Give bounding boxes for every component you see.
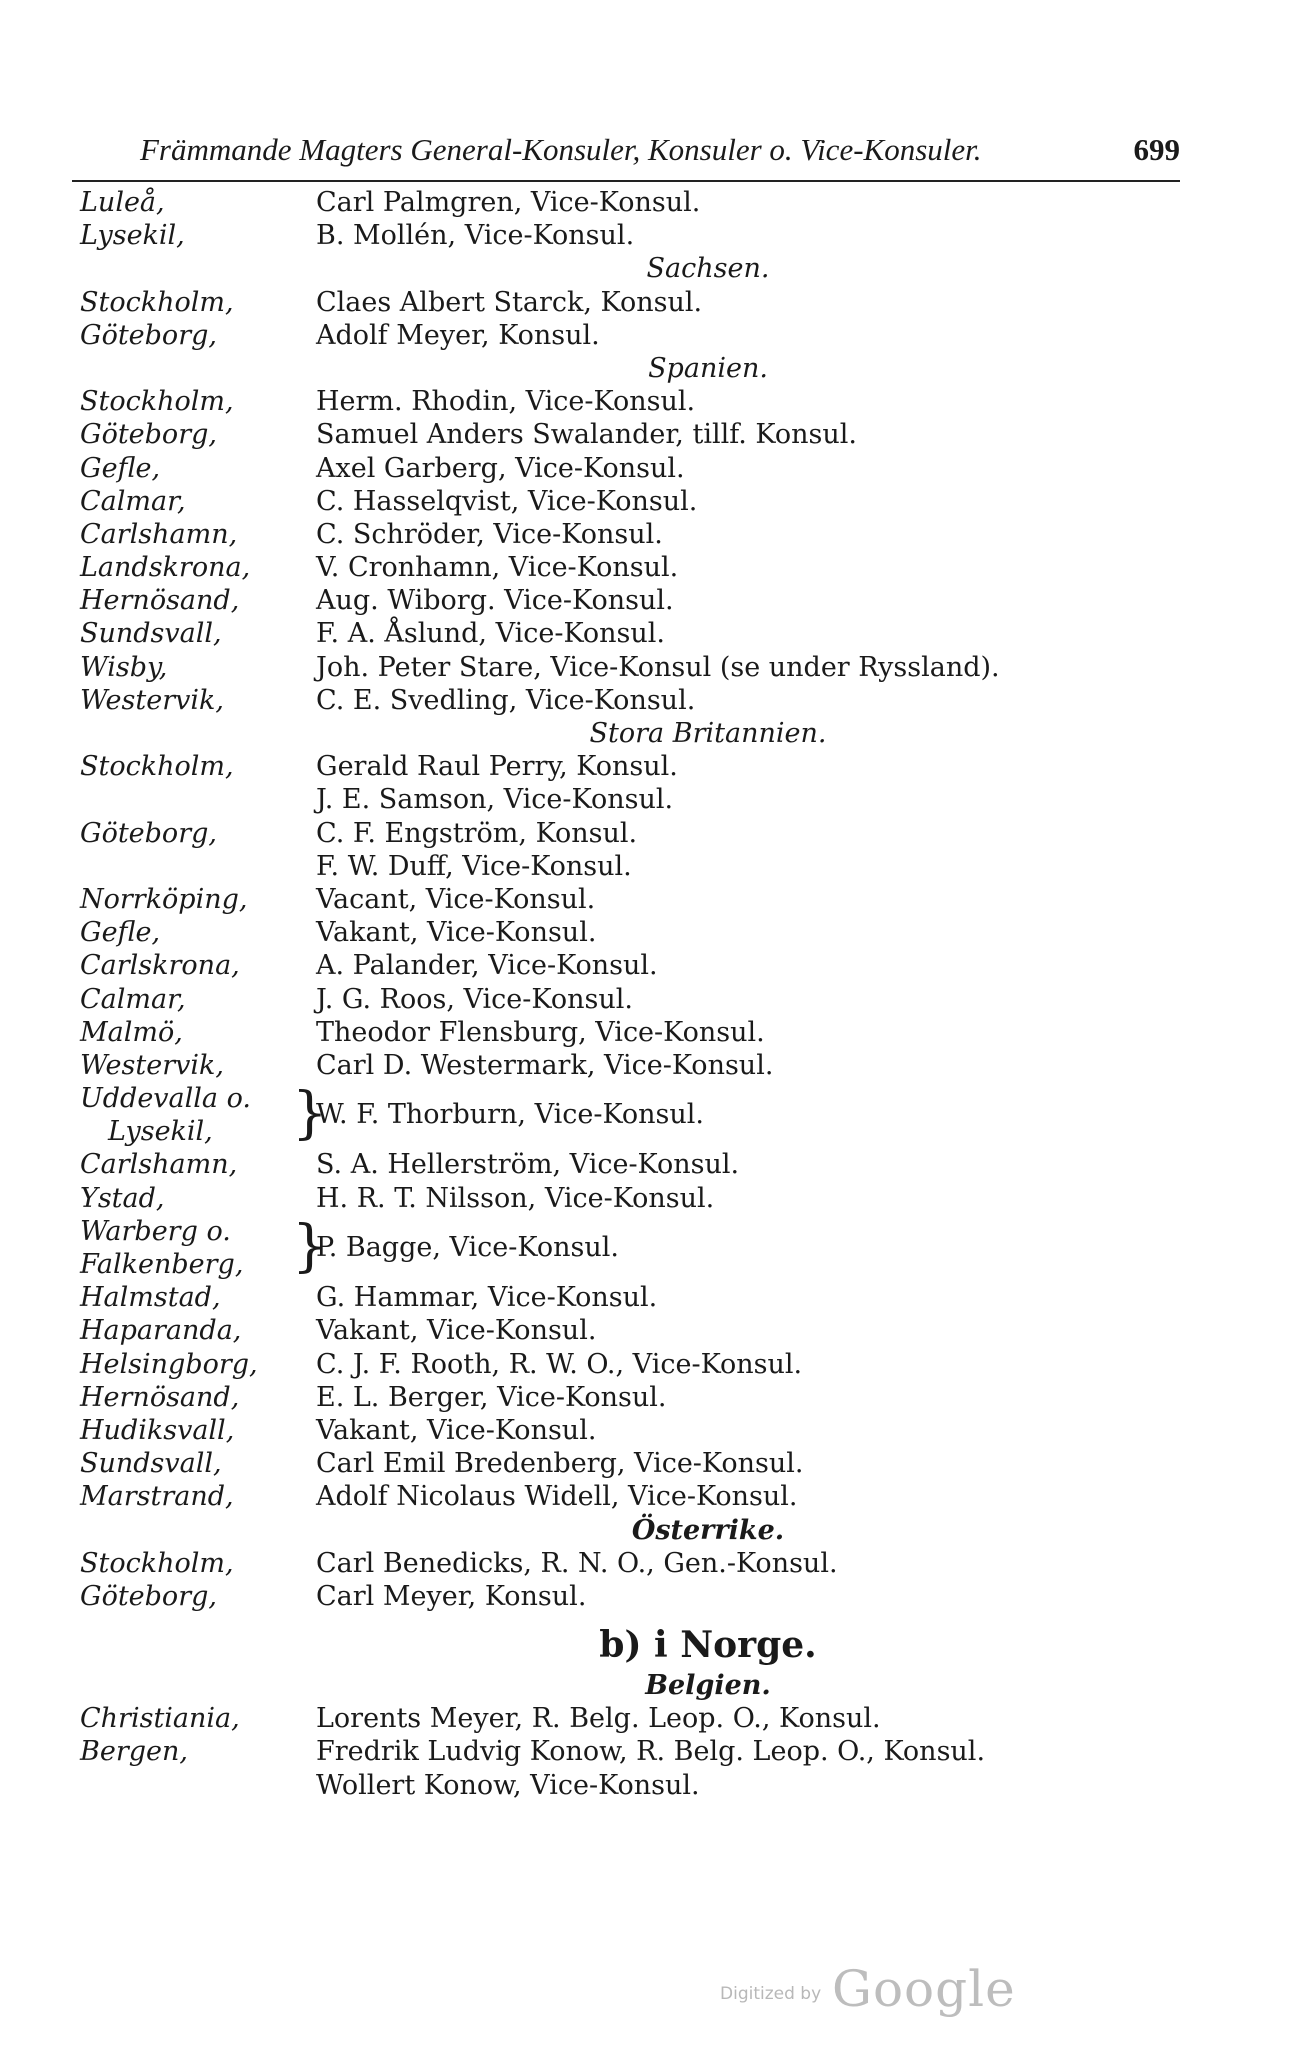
country-name: Stora Britannien. [589,718,827,749]
digitized-by-text: Digitized by [720,1984,822,2004]
grouped-listing-row [0,1215,1316,1281]
place-name: Westervik, [80,684,224,716]
country-heading-osterrike [0,1514,1316,1547]
place-name: Warberg o. [80,1215,231,1247]
place-name: Gefle, [80,452,161,484]
consul-name: Vakant, Vice-Konsul. [316,1414,597,1446]
listing-row [0,1016,1316,1049]
listing-row [0,485,1316,518]
country-name: Sachsen. [646,253,770,285]
consul-name: Samuel Anders Swalander, tillf. Konsul. [316,419,857,451]
listing-row [0,584,1316,617]
country-heading-spanien [0,352,1316,385]
place-name: Marstrand, [80,1481,234,1513]
listing-row [0,617,1316,650]
running-header [140,132,1180,176]
place-name: Westervik, [80,1049,224,1081]
listing-row [0,750,1316,783]
listing-row [0,1148,1316,1181]
listing-row [0,1735,1316,1768]
consul-name: C. E. Svedling, Vice-Konsul. [316,684,696,716]
place-name: Calmar, [80,983,186,1015]
listing-row [0,783,1316,816]
listing-row [0,850,1316,883]
consul-name: Carl Emil Bredenberg, Vice-Konsul. [316,1448,804,1480]
country-name: Spanien. [648,352,768,384]
country-heading-sachsen [0,252,1316,285]
listing-row [0,1381,1316,1414]
consul-name: Adolf Meyer, Konsul. [316,319,600,351]
listing-row [0,1702,1316,1735]
place-name: Lysekil, [108,1116,213,1148]
listing-row [0,1480,1316,1513]
listing-row [0,1547,1316,1580]
consul-name: Claes Albert Starck, Konsul. [316,286,703,318]
place-name: Sundsvall, [80,1448,222,1480]
consul-name: A. Palander, Vice-Konsul. [316,950,658,982]
place-name: Carlshamn, [80,1149,238,1181]
header-title: Främmande Magters General-Konsuler, Konsuler o. Vice-Konsuler. [140,132,982,167]
consul-name: W. F. Thorburn, Vice-Konsul. [316,1099,705,1131]
place-name: Hernösand, [80,1381,240,1413]
place-name: Hudiksvall, [80,1414,235,1446]
listing-row [0,518,1316,551]
listing-row [0,916,1316,949]
brace: } [292,1213,328,1279]
place-name: Bergen, [80,1736,188,1768]
consul-name: Carl Palmgren, Vice-Konsul. [316,187,701,218]
listing-row [0,1769,1316,1802]
consul-listing [0,186,1316,1802]
place-name: Hernösand, [80,585,240,617]
consul-name: Joh. Peter Stare, Vice-Konsul (se under Ryssland). [316,651,1000,683]
listing-row [0,684,1316,717]
listing-row [0,983,1316,1016]
consul-name: F. W. Duff, Vice-Konsul. [316,850,632,882]
place-name: Malmö, [80,1016,183,1048]
listing-row [0,1182,1316,1215]
consul-name: J. G. Roos, Vice-Konsul. [316,983,633,1015]
place-name: Göteborg, [80,419,217,451]
consul-name: Axel Garberg, Vice-Konsul. [316,452,685,484]
place-name: Luleå, [80,187,165,218]
place-name: Ystad, [80,1182,165,1214]
place-name: Sundsvall, [80,618,222,650]
digitized-watermark [720,1960,1020,2020]
consul-name: E. L. Berger, Vice-Konsul. [316,1381,667,1413]
consul-name: C. J. F. Rooth, R. W. O., Vice-Konsul. [316,1348,803,1380]
header-rule [72,180,1180,182]
country-name: Belgien. [645,1670,771,1702]
consul-name: Carl Benedicks, R. N. O., Gen.-Konsul. [316,1547,838,1579]
place-name: Halmstad, [80,1282,221,1314]
place-name: Wisby, [80,651,168,683]
consul-name: Fredrik Ludvig Konow, R. Belg. Leop. O., Konsul. [316,1736,986,1768]
consul-name: Adolf Nicolaus Widell, Vice-Konsul. [316,1481,798,1513]
listing-row [0,1414,1316,1447]
listing-row [0,551,1316,584]
place-name: Gefle, [80,917,161,949]
place-name: Christiania, [80,1703,240,1735]
listing-row [0,385,1316,418]
country-name: Österrike. [631,1514,785,1546]
consul-name: Aug. Wiborg. Vice-Konsul. [316,585,674,617]
consul-name: F. A. Åslund, Vice-Konsul. [316,618,666,650]
place-name: Landskrona, [80,552,251,584]
place-name: Göteborg, [80,1580,217,1612]
consul-name: Wollert Konow, Vice-Konsul. [316,1769,700,1801]
consul-name: Carl Meyer, Konsul. [316,1580,587,1612]
place-name: Stockholm, [80,286,234,318]
brace: } [292,1081,328,1147]
consul-name: Vakant, Vice-Konsul. [316,1315,597,1347]
listing-row [0,418,1316,451]
listing-row [0,1049,1316,1082]
place-name: Carlskrona, [80,950,240,982]
listing-row [0,319,1316,352]
consul-name: Vacant, Vice-Konsul. [316,883,596,915]
consul-name: J. E. Samson, Vice-Konsul. [316,784,674,816]
consul-name: C. F. Engström, Konsul. [316,817,638,849]
listing-row [0,949,1316,982]
consul-name: P. Bagge, Vice-Konsul. [316,1231,619,1263]
listing-row [0,1281,1316,1314]
consul-name: C. Schröder, Vice-Konsul. [316,518,663,550]
listing-row [0,883,1316,916]
place-name: Göteborg, [80,319,217,351]
place-name: Haparanda, [80,1315,242,1347]
place-name: Stockholm, [80,1547,234,1579]
listing-row [0,817,1316,850]
consul-name: C. Hasselqvist, Vice-Konsul. [316,485,698,517]
place-name: Helsingborg, [80,1348,258,1380]
listing-row [0,1314,1316,1347]
listing-row [0,1580,1316,1613]
consul-name: Herm. Rhodin, Vice-Konsul. [316,386,696,418]
grouped-listing-row [0,1082,1316,1148]
listing-row [0,186,1316,219]
listing-row [0,219,1316,252]
country-heading-britannien [0,717,1316,750]
place-name: Stockholm, [80,751,234,783]
listing-row [0,651,1316,684]
consul-name: S. A. Hellerström, Vice-Konsul. [316,1149,740,1181]
place-name: Falkenberg, [80,1249,244,1281]
google-logo: Google [832,1960,1016,2018]
consul-name: Gerald Raul Perry, Konsul. [316,751,678,783]
consul-name: Vakant, Vice-Konsul. [316,917,597,949]
consul-name: V. Cronhamn, Vice-Konsul. [316,552,679,584]
listing-row [0,1447,1316,1480]
place-name: Lysekil, [80,220,185,252]
consul-name: B. Mollén, Vice-Konsul. [316,220,635,252]
place-name: Carlshamn, [80,518,238,550]
place-name: Calmar, [80,485,186,517]
place-name: Stockholm, [80,386,234,418]
place-name: Göteborg, [80,817,217,849]
listing-row [0,452,1316,485]
listing-row [0,286,1316,319]
consul-name: H. R. T. Nilsson, Vice-Konsul. [316,1182,715,1214]
listing-row [0,1348,1316,1381]
page-number: 699 [1133,132,1180,167]
place-name: Uddevalla o. [80,1083,251,1115]
section-heading-norge: b) i Norge. [599,1624,817,1667]
consul-name: Lorents Meyer, R. Belg. Leop. O., Konsul. [316,1703,881,1735]
place-name: Norrköping, [80,883,248,915]
consul-name: G. Hammar, Vice-Konsul. [316,1282,658,1314]
consul-name: Carl D. Westermark, Vice-Konsul. [316,1049,774,1081]
consul-name: Theodor Flensburg, Vice-Konsul. [316,1016,765,1048]
country-heading-belgien [0,1669,1316,1702]
